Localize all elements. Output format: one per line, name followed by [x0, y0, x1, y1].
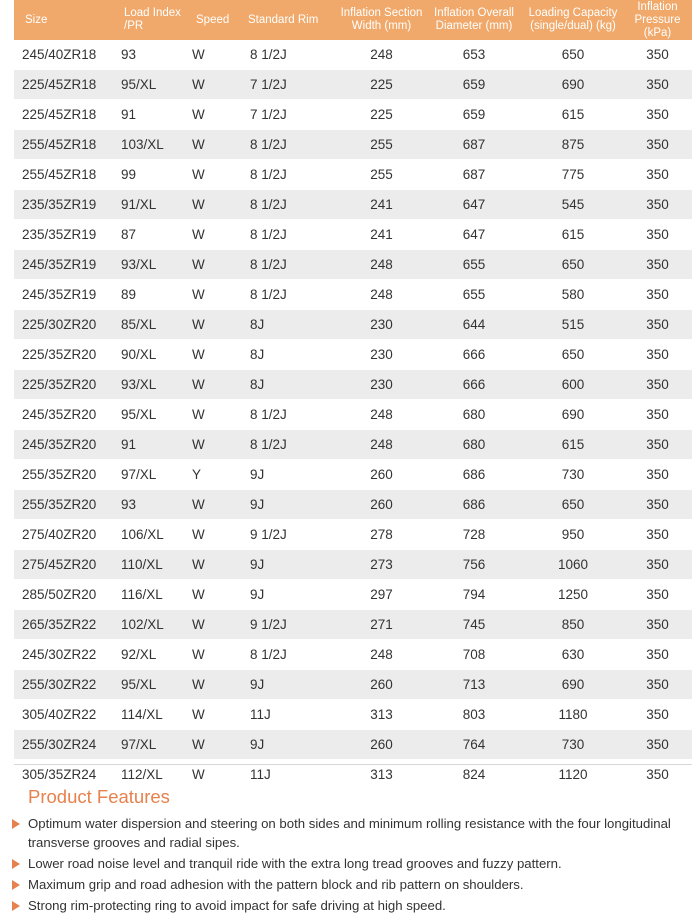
cell-pressure: 350 [623, 550, 692, 580]
cell-speed: W [185, 700, 237, 730]
cell-size: 285/50ZR20 [14, 580, 113, 610]
cell-loading-capacity: 730 [523, 730, 623, 760]
cell-load-index: 91 [113, 100, 185, 130]
divider [14, 764, 692, 765]
cell-load-index: 92/XL [113, 640, 185, 670]
cell-section-width: 255 [338, 130, 425, 160]
cell-speed: W [185, 190, 237, 220]
cell-speed: W [185, 220, 237, 250]
cell-load-index: 85/XL [113, 310, 185, 340]
cell-load-index: 95/XL [113, 70, 185, 100]
cell-size: 255/35ZR20 [14, 460, 113, 490]
table-row [14, 550, 692, 580]
cell-rim: 8 1/2J [237, 430, 338, 460]
cell-speed: W [185, 370, 237, 400]
cell-pressure: 350 [623, 430, 692, 460]
header-speed: Speed [185, 0, 237, 40]
cell-speed: W [185, 670, 237, 700]
cell-speed: W [185, 40, 237, 70]
cell-rim: 9J [237, 550, 338, 580]
cell-size: 225/35ZR20 [14, 340, 113, 370]
table-row [14, 190, 692, 220]
cell-rim: 9J [237, 670, 338, 700]
cell-size: 265/35ZR22 [14, 610, 113, 640]
cell-loading-capacity: 615 [523, 220, 623, 250]
cell-pressure: 350 [623, 280, 692, 310]
cell-section-width: 248 [338, 280, 425, 310]
cell-loading-capacity: 950 [523, 520, 623, 550]
header-load-index: Load Index /PR [113, 0, 185, 40]
table-row [14, 700, 692, 730]
cell-section-width: 225 [338, 70, 425, 100]
cell-pressure: 350 [623, 640, 692, 670]
cell-overall-diameter: 655 [425, 250, 523, 280]
cell-loading-capacity: 650 [523, 40, 623, 70]
cell-speed: W [185, 250, 237, 280]
cell-rim: 8 1/2J [237, 400, 338, 430]
cell-speed: W [185, 760, 237, 790]
feature-item [12, 854, 696, 873]
cell-load-index: 89 [113, 280, 185, 310]
cell-load-index: 91 [113, 430, 185, 460]
cell-pressure: 350 [623, 670, 692, 700]
cell-load-index: 93/XL [113, 370, 185, 400]
cell-size: 225/45ZR18 [14, 70, 113, 100]
cell-size: 305/35ZR24 [14, 760, 113, 790]
cell-section-width: 273 [338, 550, 425, 580]
cell-pressure: 350 [623, 190, 692, 220]
cell-speed: W [185, 520, 237, 550]
table-row [14, 310, 692, 340]
cell-speed: W [185, 340, 237, 370]
cell-size: 305/40ZR22 [14, 700, 113, 730]
triangle-bullet-icon [12, 880, 20, 890]
cell-section-width: 313 [338, 760, 425, 790]
cell-loading-capacity: 545 [523, 190, 623, 220]
table-row [14, 670, 692, 700]
cell-overall-diameter: 644 [425, 310, 523, 340]
cell-overall-diameter: 680 [425, 430, 523, 460]
cell-pressure: 350 [623, 100, 692, 130]
cell-overall-diameter: 708 [425, 640, 523, 670]
cell-load-index: 102/XL [113, 610, 185, 640]
cell-load-index: 95/XL [113, 400, 185, 430]
cell-pressure: 350 [623, 310, 692, 340]
table-header-row [14, 0, 692, 40]
cell-overall-diameter: 764 [425, 730, 523, 760]
cell-size: 245/35ZR20 [14, 430, 113, 460]
cell-overall-diameter: 659 [425, 100, 523, 130]
cell-load-index: 99 [113, 160, 185, 190]
cell-speed: W [185, 490, 237, 520]
cell-pressure: 350 [623, 520, 692, 550]
cell-speed: W [185, 580, 237, 610]
cell-size: 235/35ZR19 [14, 220, 113, 250]
cell-rim: 8J [237, 310, 338, 340]
features-title: Product Features [28, 786, 170, 807]
cell-loading-capacity: 850 [523, 610, 623, 640]
triangle-bullet-icon [12, 859, 20, 869]
cell-overall-diameter: 647 [425, 220, 523, 250]
cell-pressure: 350 [623, 250, 692, 280]
cell-load-index: 93 [113, 490, 185, 520]
cell-size: 255/30ZR24 [14, 730, 113, 760]
cell-section-width: 230 [338, 340, 425, 370]
cell-rim: 8 1/2J [237, 220, 338, 250]
cell-loading-capacity: 580 [523, 280, 623, 310]
cell-loading-capacity: 775 [523, 160, 623, 190]
table-row [14, 160, 692, 190]
feature-text: Maximum grip and road adhesion with the pattern block and rib pattern on shoulders. [28, 877, 524, 892]
cell-loading-capacity: 730 [523, 460, 623, 490]
cell-section-width: 241 [338, 220, 425, 250]
cell-section-width: 278 [338, 520, 425, 550]
cell-loading-capacity: 630 [523, 640, 623, 670]
cell-load-index: 116/XL [113, 580, 185, 610]
cell-pressure: 350 [623, 40, 692, 70]
cell-overall-diameter: 655 [425, 280, 523, 310]
cell-loading-capacity: 1060 [523, 550, 623, 580]
cell-speed: W [185, 730, 237, 760]
cell-rim: 11J [237, 700, 338, 730]
table-row [14, 580, 692, 610]
cell-overall-diameter: 687 [425, 160, 523, 190]
cell-loading-capacity: 650 [523, 490, 623, 520]
cell-overall-diameter: 687 [425, 130, 523, 160]
cell-overall-diameter: 680 [425, 400, 523, 430]
cell-section-width: 313 [338, 700, 425, 730]
table-row [14, 400, 692, 430]
cell-pressure: 350 [623, 220, 692, 250]
cell-load-index: 110/XL [113, 550, 185, 580]
cell-size: 255/30ZR22 [14, 670, 113, 700]
cell-section-width: 260 [338, 490, 425, 520]
cell-size: 225/30ZR20 [14, 310, 113, 340]
cell-load-index: 95/XL [113, 670, 185, 700]
cell-size: 255/45ZR18 [14, 130, 113, 160]
cell-loading-capacity: 1250 [523, 580, 623, 610]
cell-overall-diameter: 803 [425, 700, 523, 730]
cell-rim: 9 1/2J [237, 610, 338, 640]
cell-speed: W [185, 430, 237, 460]
table-body [14, 40, 692, 790]
cell-pressure: 350 [623, 370, 692, 400]
cell-rim: 9 1/2J [237, 520, 338, 550]
table-row [14, 490, 692, 520]
cell-rim: 8 1/2J [237, 280, 338, 310]
header-size: Size [14, 0, 113, 40]
cell-speed: W [185, 610, 237, 640]
cell-overall-diameter: 659 [425, 70, 523, 100]
cell-size: 245/35ZR20 [14, 400, 113, 430]
cell-rim: 8 1/2J [237, 40, 338, 70]
cell-load-index: 106/XL [113, 520, 185, 550]
cell-speed: W [185, 280, 237, 310]
cell-loading-capacity: 600 [523, 370, 623, 400]
cell-pressure: 350 [623, 490, 692, 520]
cell-load-index: 112/XL [113, 760, 185, 790]
cell-load-index: 91/XL [113, 190, 185, 220]
cell-speed: W [185, 640, 237, 670]
cell-size: 245/35ZR19 [14, 250, 113, 280]
cell-size: 255/45ZR18 [14, 160, 113, 190]
cell-load-index: 90/XL [113, 340, 185, 370]
table-row [14, 70, 692, 100]
cell-rim: 8 1/2J [237, 160, 338, 190]
cell-load-index: 93/XL [113, 250, 185, 280]
cell-pressure: 350 [623, 760, 692, 790]
cell-size: 225/45ZR18 [14, 100, 113, 130]
cell-rim: 8 1/2J [237, 250, 338, 280]
cell-overall-diameter: 713 [425, 670, 523, 700]
cell-size: 275/40ZR20 [14, 520, 113, 550]
table-row [14, 100, 692, 130]
cell-pressure: 350 [623, 160, 692, 190]
cell-loading-capacity: 515 [523, 310, 623, 340]
cell-speed: W [185, 130, 237, 160]
cell-section-width: 297 [338, 580, 425, 610]
cell-overall-diameter: 756 [425, 550, 523, 580]
cell-pressure: 350 [623, 340, 692, 370]
cell-rim: 8 1/2J [237, 130, 338, 160]
cell-speed: W [185, 550, 237, 580]
cell-overall-diameter: 653 [425, 40, 523, 70]
cell-overall-diameter: 666 [425, 370, 523, 400]
feature-item [12, 896, 696, 915]
header-inflation-pressure: Inflation Pressure (kPa) [623, 0, 692, 40]
cell-pressure: 350 [623, 610, 692, 640]
cell-pressure: 350 [623, 130, 692, 160]
cell-overall-diameter: 686 [425, 490, 523, 520]
cell-size: 235/35ZR19 [14, 190, 113, 220]
cell-speed: W [185, 400, 237, 430]
cell-size: 225/35ZR20 [14, 370, 113, 400]
header-loading-capacity: Loading Capacity (single/dual) (kg) [523, 0, 623, 40]
header-standard-rim: Standard Rim [237, 0, 338, 40]
cell-speed: W [185, 100, 237, 130]
cell-section-width: 248 [338, 40, 425, 70]
table-row [14, 280, 692, 310]
cell-rim: 9J [237, 730, 338, 760]
table-row [14, 460, 692, 490]
cell-load-index: 93 [113, 40, 185, 70]
features-list [12, 814, 696, 917]
cell-rim: 7 1/2J [237, 70, 338, 100]
cell-section-width: 248 [338, 250, 425, 280]
table-row [14, 520, 692, 550]
cell-section-width: 260 [338, 730, 425, 760]
cell-size: 245/35ZR19 [14, 280, 113, 310]
cell-rim: 8 1/2J [237, 190, 338, 220]
cell-overall-diameter: 647 [425, 190, 523, 220]
cell-overall-diameter: 686 [425, 460, 523, 490]
cell-pressure: 350 [623, 460, 692, 490]
table-row [14, 640, 692, 670]
cell-rim: 8 1/2J [237, 640, 338, 670]
cell-pressure: 350 [623, 70, 692, 100]
cell-loading-capacity: 690 [523, 70, 623, 100]
table-row [14, 430, 692, 460]
cell-pressure: 350 [623, 400, 692, 430]
cell-loading-capacity: 690 [523, 400, 623, 430]
cell-loading-capacity: 615 [523, 100, 623, 130]
header-overall-diameter: Inflation Overall Diameter (mm) [425, 0, 523, 40]
cell-rim: 8J [237, 370, 338, 400]
cell-section-width: 260 [338, 460, 425, 490]
cell-loading-capacity: 1120 [523, 760, 623, 790]
cell-size: 275/45ZR20 [14, 550, 113, 580]
cell-section-width: 225 [338, 100, 425, 130]
table-row [14, 40, 692, 70]
cell-loading-capacity: 650 [523, 340, 623, 370]
cell-load-index: 87 [113, 220, 185, 250]
cell-rim: 7 1/2J [237, 100, 338, 130]
cell-size: 245/30ZR22 [14, 640, 113, 670]
cell-section-width: 230 [338, 310, 425, 340]
cell-speed: W [185, 310, 237, 340]
feature-item [12, 814, 696, 852]
cell-rim: 11J [237, 760, 338, 790]
header-section-width: Inflation Section Width (mm) [338, 0, 425, 40]
cell-loading-capacity: 1180 [523, 700, 623, 730]
cell-speed: Y [185, 460, 237, 490]
cell-section-width: 230 [338, 370, 425, 400]
cell-load-index: 97/XL [113, 730, 185, 760]
cell-pressure: 350 [623, 580, 692, 610]
cell-loading-capacity: 650 [523, 250, 623, 280]
cell-loading-capacity: 615 [523, 430, 623, 460]
cell-load-index: 114/XL [113, 700, 185, 730]
cell-overall-diameter: 794 [425, 580, 523, 610]
cell-rim: 9J [237, 580, 338, 610]
cell-overall-diameter: 745 [425, 610, 523, 640]
cell-rim: 9J [237, 490, 338, 520]
cell-overall-diameter: 824 [425, 760, 523, 790]
cell-load-index: 97/XL [113, 460, 185, 490]
cell-rim: 8J [237, 340, 338, 370]
cell-size: 245/40ZR18 [14, 40, 113, 70]
table-row [14, 730, 692, 760]
cell-pressure: 350 [623, 700, 692, 730]
cell-loading-capacity: 875 [523, 130, 623, 160]
feature-item [12, 875, 696, 894]
cell-loading-capacity: 690 [523, 670, 623, 700]
table-row [14, 610, 692, 640]
cell-overall-diameter: 666 [425, 340, 523, 370]
table-row [14, 250, 692, 280]
cell-section-width: 271 [338, 610, 425, 640]
table-row [14, 130, 692, 160]
cell-load-index: 103/XL [113, 130, 185, 160]
cell-speed: W [185, 70, 237, 100]
cell-overall-diameter: 728 [425, 520, 523, 550]
cell-section-width: 255 [338, 160, 425, 190]
cell-section-width: 248 [338, 640, 425, 670]
cell-section-width: 241 [338, 190, 425, 220]
cell-size: 255/35ZR20 [14, 490, 113, 520]
cell-speed: W [185, 160, 237, 190]
cell-section-width: 248 [338, 400, 425, 430]
cell-section-width: 248 [338, 430, 425, 460]
cell-rim: 9J [237, 460, 338, 490]
feature-text: Strong rim-protecting ring to avoid impact for safe driving at high speed. [28, 898, 446, 913]
cell-section-width: 260 [338, 670, 425, 700]
tire-spec-table [14, 0, 692, 790]
triangle-bullet-icon [12, 819, 20, 829]
feature-text: Lower road noise level and tranquil ride with the extra long tread grooves and fuzzy pattern. [28, 856, 562, 871]
table-row [14, 370, 692, 400]
table-row [14, 340, 692, 370]
feature-text: Optimum water dispersion and steering on both sides and minimum rolling resistance with the four longitudinal transverse grooves and radial sipes. [28, 816, 671, 850]
cell-pressure: 350 [623, 730, 692, 760]
table-row [14, 220, 692, 250]
